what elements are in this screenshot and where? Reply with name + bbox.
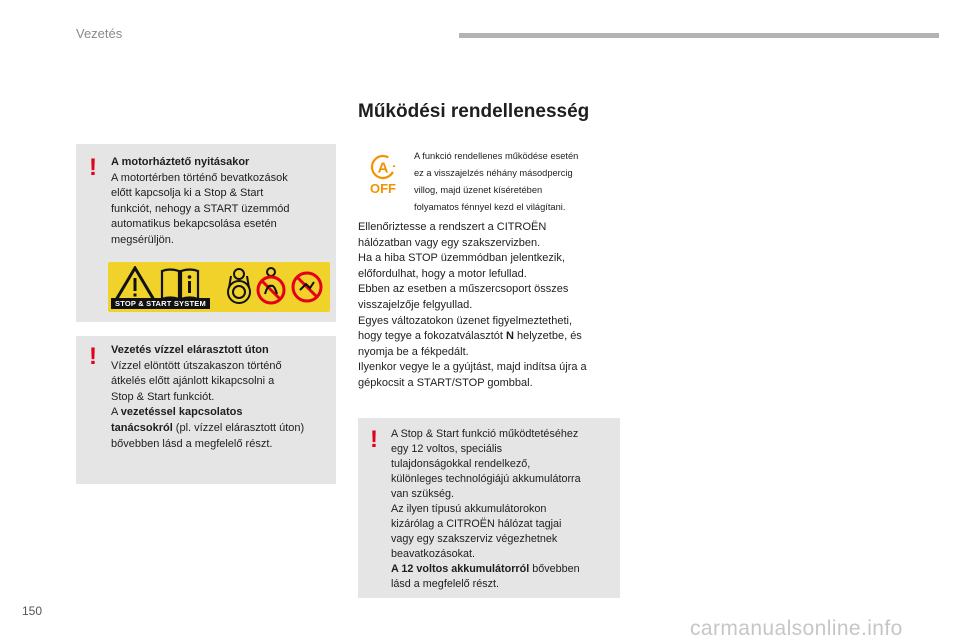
- text-line: Ilyenkor vegye le a gyújtást, majd indítsa újra a: [358, 361, 587, 374]
- text-line: átkelés előtt ajánlott kikapcsolni a: [111, 375, 275, 388]
- warning-triangle-icon: [114, 266, 156, 302]
- header-rule: [459, 33, 939, 38]
- text-line: gépkocsit a START/STOP gombbal.: [358, 376, 533, 389]
- text-line: A vezetéssel kapcsolatos: [111, 406, 243, 419]
- text-line: egy 12 voltos, speciális: [391, 443, 503, 455]
- text-line: tanácsokról (pl. vízzel elárasztott úton): [111, 421, 305, 434]
- stop-start-off-icon-letter: A: [377, 159, 389, 177]
- text-line: kizárólag a CITROËN hálózat tagjai: [391, 518, 562, 530]
- stop-start-sticker: [108, 262, 330, 312]
- sticker-label: STOP & START SYSTEM: [111, 298, 210, 309]
- bonnet-warning-heading: A motorháztető nyitásakor: [111, 156, 250, 168]
- indicator-description: [414, 148, 629, 216]
- bonnet-warning-box: [76, 144, 336, 322]
- text-line: Egyes változatokon üzenet figyelmeztetheti,: [358, 314, 573, 327]
- text-line: hogy tegye a fokozatválasztót N helyzetbe, és: [358, 330, 582, 343]
- text-line: Ebben az esetben a műszercsoport összes: [358, 283, 569, 296]
- text-line: A 12 voltos akkumulátorról bővebben: [391, 563, 580, 575]
- bonnet-warning-text: [111, 155, 333, 249]
- flooded-road-heading: Vezetés vízzel elárasztott úton: [111, 344, 269, 356]
- stop-start-off-icon-word: OFF: [370, 181, 396, 195]
- text-line: A funkció rendellenes működése esetén: [414, 151, 579, 161]
- page-number: 150: [22, 604, 43, 618]
- text-line: A motortérben történő bevatkozások: [111, 171, 288, 184]
- text-line: vagy egy szakszerviz végezhetnek: [391, 533, 558, 545]
- text-line: előtt kapcsolja ki a Stop & Start: [111, 187, 264, 200]
- battery-warning-box: [358, 418, 620, 598]
- text-line: van szükség.: [391, 488, 455, 500]
- gear-letter: N: [505, 330, 514, 343]
- stop-start-off-icon: [363, 153, 403, 195]
- malfunction-body: [358, 220, 628, 392]
- text-line: hálózatban vagy egy szakszervizben.: [358, 236, 541, 249]
- watermark: carmanualsonline.info: [690, 617, 903, 640]
- text-line: tulajdonságokkal rendelkező,: [391, 458, 531, 470]
- text-line: Ellenőriztesse a rendszert a CITROËN: [358, 221, 547, 233]
- text-line: beavatkozásokat.: [391, 548, 476, 560]
- belt-icon: [226, 266, 252, 306]
- text-line: A Stop & Start funkció működtetéséhez: [391, 428, 579, 440]
- warning-icon: !: [89, 154, 97, 181]
- text-line: különleges technológiájú akkumulátorra: [391, 473, 581, 485]
- no-intervention-icon: [290, 270, 324, 304]
- no-hands-icon: [254, 266, 288, 306]
- text-line: Az ilyen típusú akkumulátorokon: [391, 503, 547, 515]
- text-line: villog, majd üzenet kíséretében: [414, 185, 543, 195]
- header-title: Vezetés: [76, 26, 123, 41]
- text-line: folyamatos fénnyel kezd el világítani.: [414, 202, 566, 212]
- text-line: megsérüljön.: [111, 233, 174, 246]
- flooded-road-box: [76, 336, 336, 484]
- text-line: nyomja be a fékpedált.: [358, 345, 469, 358]
- text-line: Stop & Start funkciót.: [111, 390, 215, 403]
- text-line: előfordulhat, hogy a motor lefullad.: [358, 267, 527, 280]
- text-line: automatikus bekapcsolása esetén: [111, 218, 277, 231]
- text-line: visszajelzője felgyullad.: [358, 298, 473, 311]
- text-line: Vízzel elöntött útszakaszon történő: [111, 359, 282, 372]
- warning-icon: !: [89, 343, 97, 370]
- battery-warning-text: [391, 427, 617, 592]
- flooded-road-text: [111, 343, 333, 452]
- text-line: lásd a megfelelő részt.: [391, 578, 500, 590]
- manual-book-icon: [160, 267, 200, 301]
- text-line: funkciót, nehogy a START üzemmód: [111, 202, 290, 215]
- warning-icon: !: [370, 426, 378, 453]
- text-line: bővebben lásd a megfelelő részt.: [111, 437, 273, 450]
- text-line: ez a visszajelzés néhány másodpercig: [414, 168, 573, 178]
- text-line: Ha a hiba STOP üzemmódban jelentkezik,: [358, 252, 565, 265]
- section-title: Működési rendellenesség: [358, 101, 590, 122]
